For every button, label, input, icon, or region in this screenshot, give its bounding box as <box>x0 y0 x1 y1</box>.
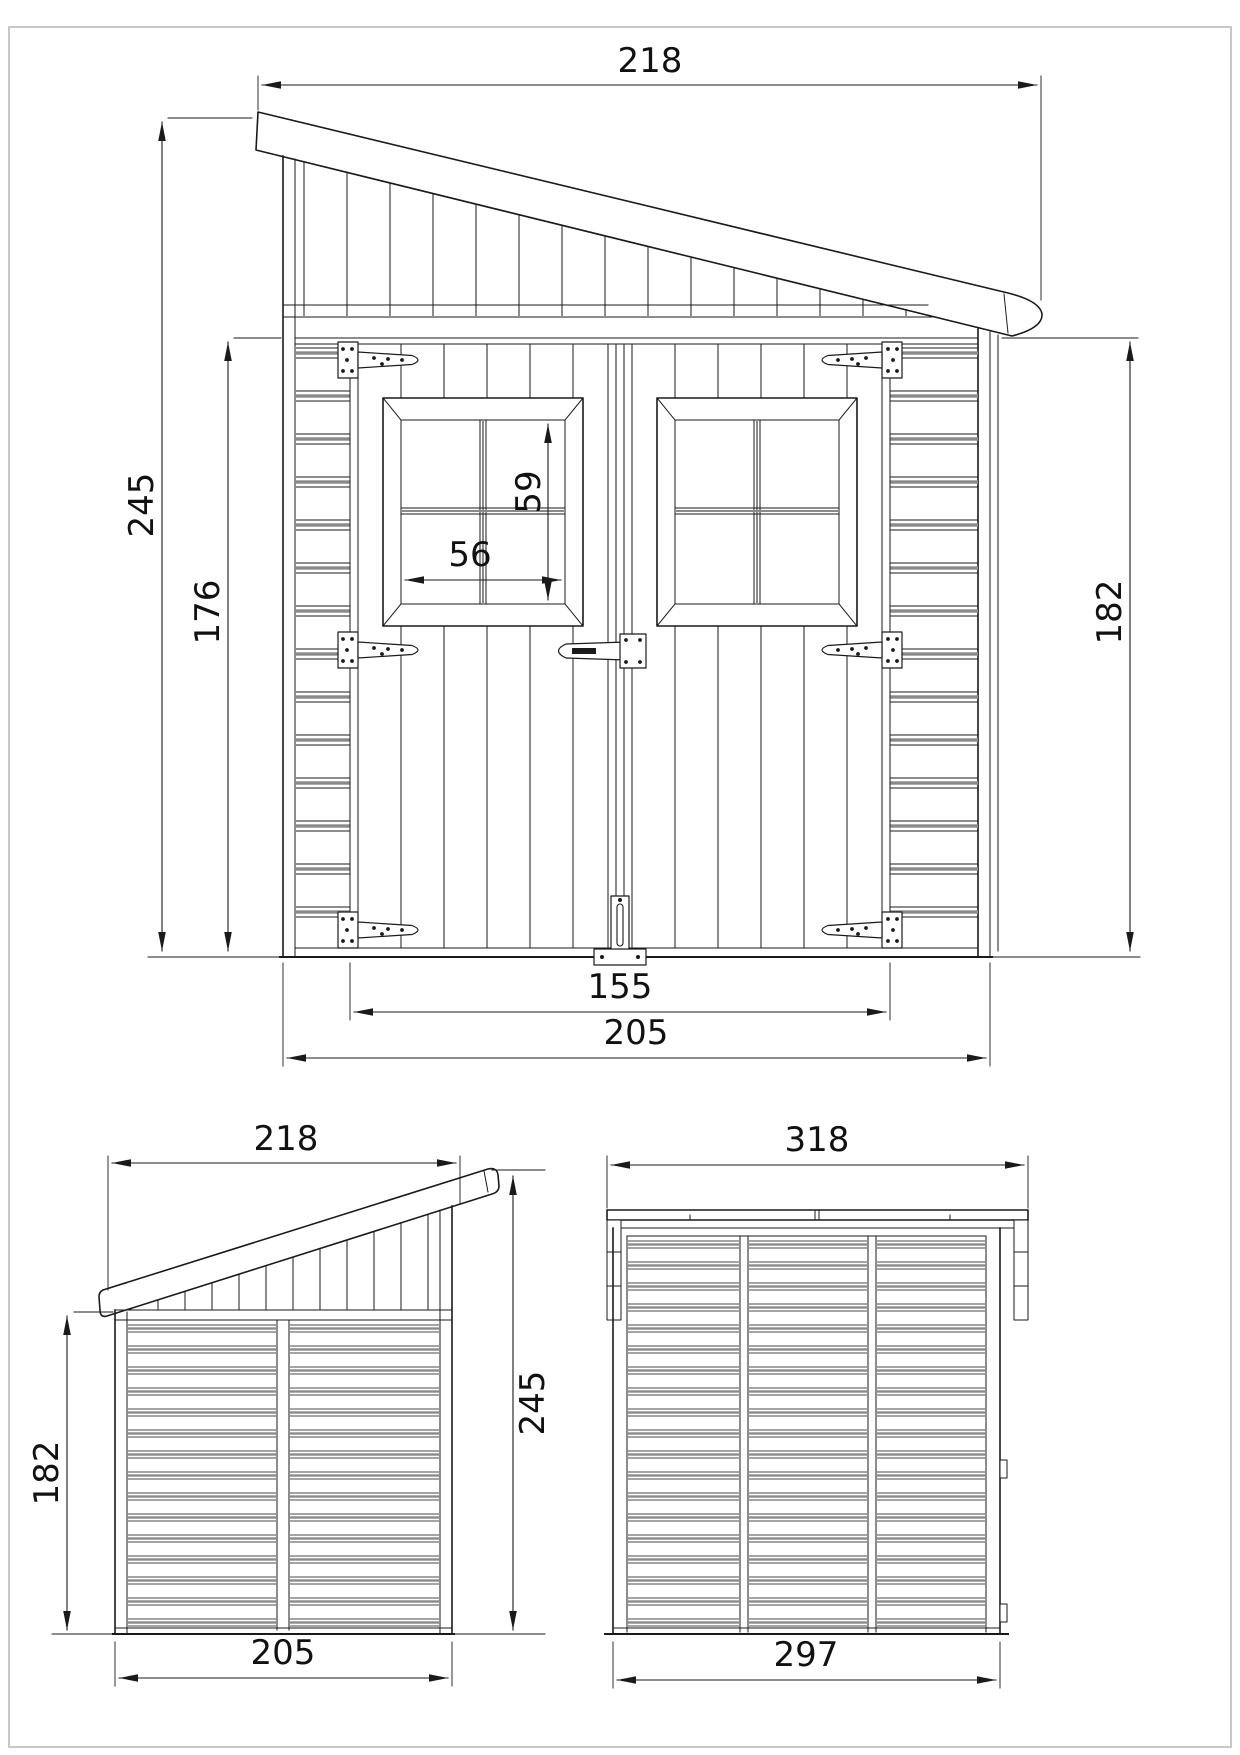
dim-label-front-right-wall-height: 182 <box>1090 579 1130 645</box>
hinge-icon <box>338 912 418 948</box>
dim-label-front-wall-width: 205 <box>603 1013 669 1053</box>
dim-label-rear-wall-width: 297 <box>773 1635 839 1675</box>
door-slide-bolt <box>594 896 646 965</box>
rear-slat-panel-3 <box>877 1238 985 1628</box>
hinge-icon <box>822 342 902 378</box>
right-window <box>657 398 857 626</box>
dim-label-window-inner-width: 56 <box>448 535 492 575</box>
dim-label-side-rear-height: 182 <box>27 1440 67 1506</box>
dim-label-rear-roof-width: 318 <box>784 1120 850 1160</box>
hinge-icon <box>822 912 902 948</box>
dim-label-front-roof-width: 218 <box>617 41 683 81</box>
hinge-icon <box>338 342 418 378</box>
dim-label-front-left-wall-height: 176 <box>188 579 228 645</box>
side-elevation-view <box>27 1119 553 1686</box>
rear-slat-panel-1 <box>628 1238 739 1628</box>
dim-label-window-inner-height: 59 <box>509 470 549 514</box>
front-right-slat-panel <box>890 344 978 948</box>
dim-label-side-roof-depth: 218 <box>253 1119 319 1159</box>
dim-label-door-opening-width: 155 <box>587 967 653 1007</box>
dim-label-front-overall-height: 245 <box>122 472 162 538</box>
side-roof-fascia <box>99 1169 499 1317</box>
front-dimensions <box>122 41 1140 1066</box>
front-roof-fascia <box>256 112 1042 336</box>
side-slat-panel-left <box>128 1321 276 1627</box>
hinge-icon <box>822 632 902 668</box>
dim-label-side-wall-depth: 205 <box>250 1633 316 1673</box>
rear-elevation-view <box>605 1120 1028 1688</box>
front-elevation-view <box>122 41 1140 1066</box>
dim-label-side-front-height: 245 <box>513 1370 553 1436</box>
left-window <box>383 398 583 626</box>
rear-slat-panel-2 <box>749 1238 867 1628</box>
door-latch <box>559 634 647 668</box>
hinge-icon <box>338 632 418 668</box>
side-slat-panel-right <box>290 1321 439 1627</box>
rear-roof-band <box>607 1210 1028 1220</box>
